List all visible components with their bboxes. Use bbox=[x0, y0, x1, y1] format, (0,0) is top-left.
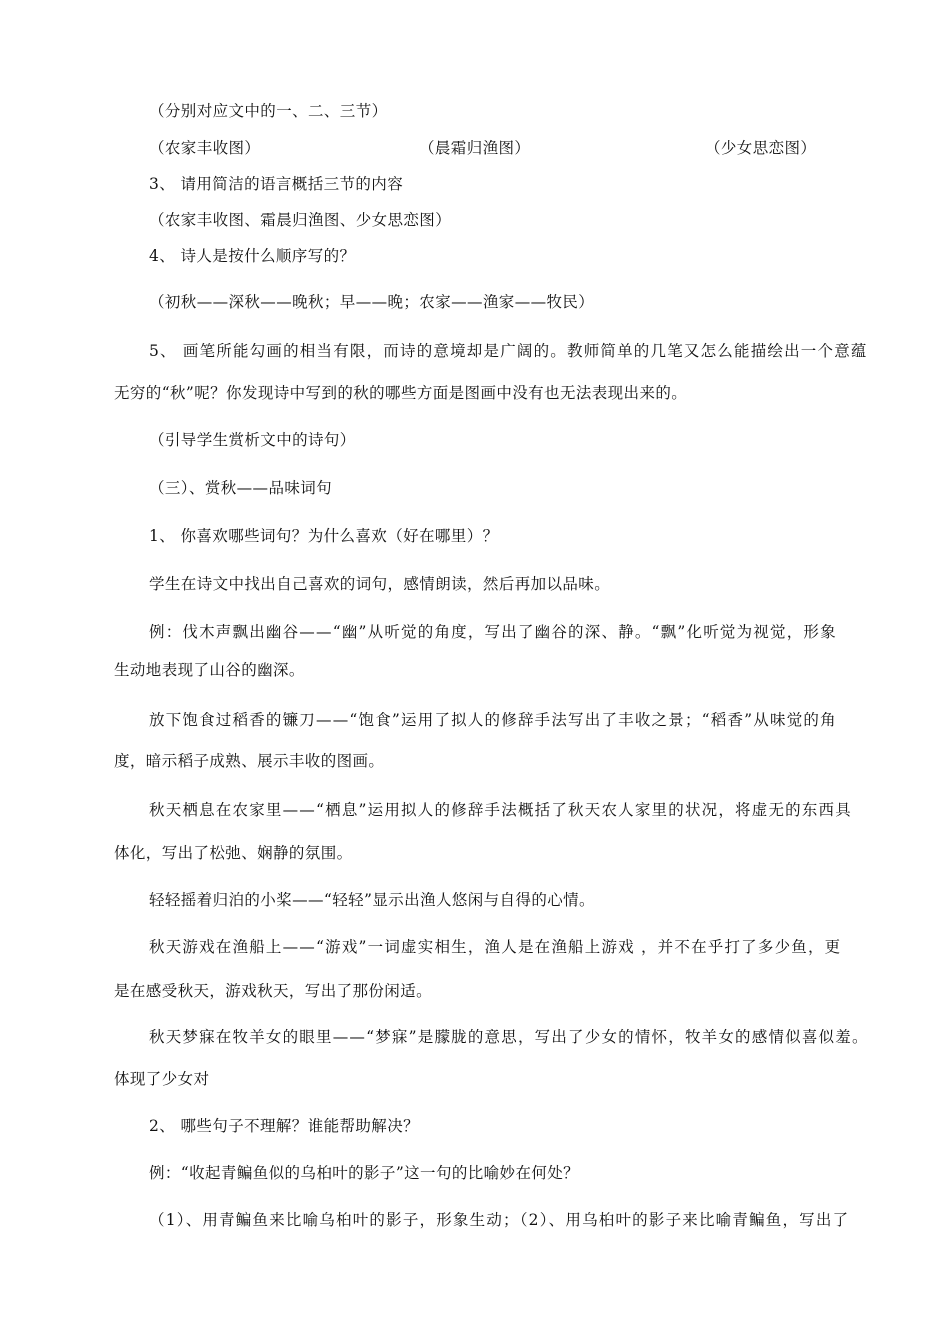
question-5-line-2: 无穷的“秋”呢？你发现诗中写到的秋的哪些方面是图画中没有也无法表现出来的。 bbox=[114, 384, 688, 402]
example-1-line-1: 例：伐木声飘出幽谷——“幽”从听觉的角度，写出了幽谷的深、静。“飘”化听觉为视觉，形象 bbox=[149, 623, 837, 641]
section-3-question-2-answer: （1）、用青鳊鱼来比喻乌桕叶的影子，形象生动；（2）、用乌桕叶的影子来比喻青鳊鱼，写出了 bbox=[149, 1211, 850, 1229]
example-1-line-2: 生动地表现了山谷的幽深。 bbox=[114, 661, 305, 679]
section-3-question-2: 2、 哪些句子不理解？谁能帮助解决？ bbox=[149, 1117, 419, 1135]
section-3-question-1-intro: 学生在诗文中找出自己喜欢的词句，感情朗读，然后再加以品味。 bbox=[149, 575, 611, 593]
example-2-line-1: 放下饱食过稻香的镰刀——“饱食”运用了拟人的修辞手法写出了丰收之景；“稻香”从味觉的角 bbox=[149, 711, 837, 729]
picture-title-1: （农家丰收图） bbox=[149, 139, 261, 157]
question-3-answer: （农家丰收图、霜晨归渔图、少女思恋图） bbox=[149, 211, 452, 229]
example-5-line-1: 秋天游戏在渔船上——“游戏”一词虚实相生，渔人是在渔船上游戏 ，并不在乎打了多少鱼，更 bbox=[149, 938, 842, 956]
picture-title-2: （晨霜归渔图） bbox=[419, 139, 531, 157]
section-3-question-2-example: 例：“收起青鳊鱼似的乌桕叶的影子”这一句的比喻妙在何处？ bbox=[149, 1164, 580, 1182]
question-5-line-1: 5、 画笔所能勾画的相当有限，而诗的意境却是广阔的。教师简单的几笔又怎么能描绘出一个意蕴 bbox=[149, 342, 868, 360]
intro-note: （分别对应文中的一、二、三节） bbox=[149, 102, 388, 120]
example-5-line-2: 是在感受秋天，游戏秋天，写出了那份闲适。 bbox=[114, 982, 433, 1000]
section-3-heading: （三）、赏秋——品味词句 bbox=[149, 479, 333, 497]
question-3: 3、 请用简洁的语言概括三节的内容 bbox=[149, 175, 404, 193]
picture-title-3: （少女思恋图） bbox=[705, 139, 817, 157]
example-4: 轻轻摇着归泊的小桨——“轻轻”显示出渔人悠闲与自得的心情。 bbox=[149, 891, 595, 909]
question-4-answer: （初秋——深秋——晚秋；早——晚；农家——渔家——牧民） bbox=[149, 293, 595, 311]
example-6-line-1: 秋天梦寐在牧羊女的眼里——“梦寐”是朦胧的意思，写出了少女的情怀，牧羊女的感情似喜似羞。 bbox=[149, 1028, 869, 1046]
guide-note: （引导学生赏析文中的诗句） bbox=[149, 431, 356, 449]
example-2-line-2: 度，暗示稻子成熟、展示丰收的图画。 bbox=[114, 752, 385, 770]
example-3-line-2: 体化，写出了松弛、娴静的氛围。 bbox=[114, 844, 353, 862]
example-3-line-1: 秋天栖息在农家里——“栖息”运用拟人的修辞手法概括了秋天农人家里的状况，将虚无的东西具 bbox=[149, 801, 852, 819]
section-3-question-1: 1、 你喜欢哪些词句？为什么喜欢（好在哪里）？ bbox=[149, 527, 499, 545]
question-4: 4、 诗人是按什么顺序写的？ bbox=[149, 247, 356, 265]
example-6-line-2: 体现了少女对 bbox=[114, 1070, 210, 1088]
